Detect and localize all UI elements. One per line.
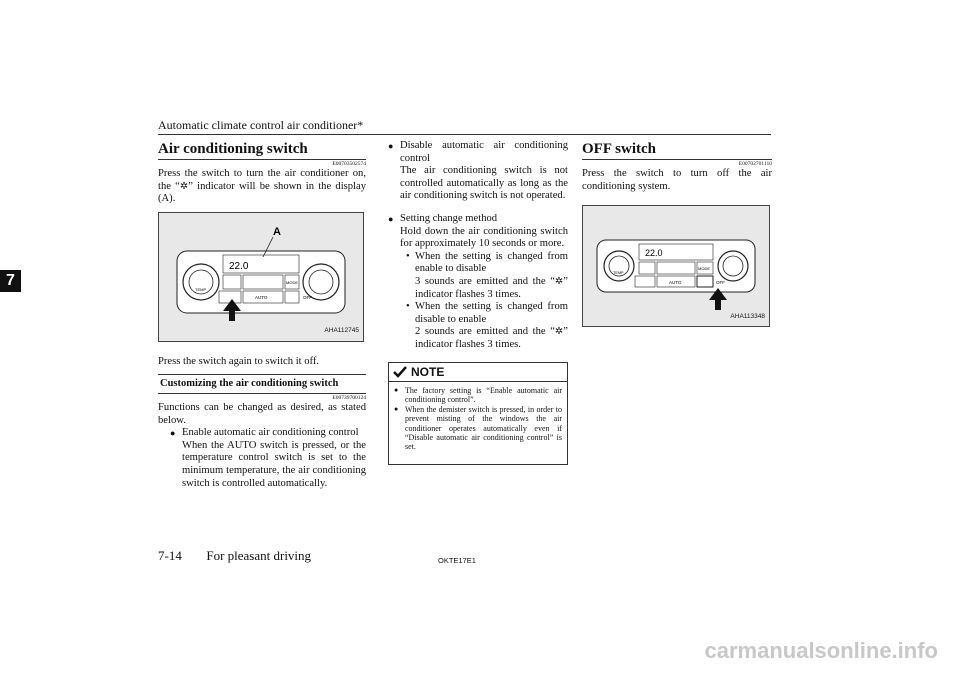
page-number: 7-14: [158, 548, 182, 563]
bullet-title: Disable automatic air conditioning control: [400, 140, 568, 164]
section-title-air-conditioning-switch: Air conditioning switch: [158, 140, 366, 160]
callout-a: A: [273, 225, 281, 238]
display-temp: 22.0: [645, 248, 663, 259]
ac-panel-illustration: [159, 213, 363, 341]
page-footer: [158, 548, 311, 564]
btn-mode: MODE: [286, 279, 298, 285]
btn-temp: TEMP: [613, 271, 624, 276]
bullet-disable-auto: [388, 140, 568, 203]
intro-paragraph: Press the switch to turn the air conditioner on, the “✲” indicator will be shown in the display (A).: [158, 168, 366, 205]
dash-enable-to-disable: • When the setting is changed from enable to disable 3 sounds are emitted and the “✲” indicator flashes 3 times.: [406, 250, 568, 300]
functions-text: Functions can be changed as desired, as stated below.: [158, 401, 366, 426]
note-header: [389, 363, 567, 382]
note-body: [389, 382, 567, 456]
fan-icon: ✲: [554, 275, 564, 287]
note-title: NOTE: [411, 365, 445, 379]
figure-ac-panel: [158, 212, 364, 342]
bullet-body: When the AUTO switch is pressed, or the temperature control switch is set to the minimum temperature, the air conditioning switch is controlled automatically.: [182, 439, 366, 489]
note-item: ● When the demister switch is pressed, in order to prevent misting of the windows the air conditioner operates automatically even if “Disable automatic air conditioning control” is set.: [394, 404, 562, 452]
note-check-icon: [393, 366, 407, 378]
bullet-dot: ●: [388, 213, 394, 224]
note-box: [388, 362, 568, 465]
fan-icon: ✲: [554, 326, 564, 338]
note-item: ● The factory setting is “Enable automatic air conditioning control”.: [394, 386, 562, 405]
bullet-body: The air conditioning switch is not controlled automatically as long as the air conditioning switch is not operated.: [400, 165, 568, 202]
btn-auto: AUTO: [669, 280, 682, 286]
section-name: For pleasant driving: [206, 548, 312, 563]
bullet-enable-auto: [170, 427, 366, 490]
press-again-text: Press the switch again to switch it off.: [158, 355, 320, 367]
column-2: [388, 140, 568, 352]
watermark: carmanualsonline.info: [704, 638, 938, 663]
btn-off: OFF: [303, 294, 312, 300]
bullet-dot: ●: [388, 141, 394, 151]
btn-mode: MODE: [698, 266, 710, 272]
running-header: Automatic climate control air conditioner*: [158, 118, 364, 132]
bullet-body: Hold down the air conditioning switch for approximately 10 seconds or more.: [400, 225, 568, 250]
doc-code: OKTE17E1: [438, 556, 476, 565]
column-3: [582, 140, 772, 327]
ac-panel-illustration: [583, 206, 769, 326]
bullet-title: Setting change method: [400, 212, 498, 224]
display-temp: 22.0: [229, 260, 249, 272]
section-code: E00703502574: [332, 161, 366, 167]
figure-id: AHA112745: [324, 327, 359, 335]
column-1: [158, 140, 366, 490]
bullet-title: Enable automatic air conditioning control: [182, 427, 359, 439]
btn-off: OFF: [716, 280, 725, 286]
section-code: E00702701110: [738, 161, 772, 167]
header-rule: [158, 134, 771, 135]
subsection-title-customizing: Customizing the air conditioning switch: [158, 374, 366, 394]
btn-temp: TEMP: [195, 286, 207, 292]
subsection-code: E00739700124: [332, 394, 366, 401]
off-body: Press the switch to turn off the air conditioning system.: [582, 168, 772, 192]
bullet-setting-change: [388, 213, 568, 352]
chapter-tab: 7: [0, 270, 21, 292]
figure-off-panel: [582, 205, 770, 327]
figure-id: AHA113348: [730, 312, 765, 320]
btn-auto: AUTO: [255, 294, 268, 300]
bullet-dot: ●: [170, 428, 176, 439]
fan-icon: ✲: [179, 180, 189, 192]
section-title-off-switch: OFF switch: [582, 140, 772, 160]
dash-disable-to-enable: • When the setting is changed from disable to enable 2 sounds are emitted and the “✲” indicator flashes 3 times.: [406, 301, 568, 350]
